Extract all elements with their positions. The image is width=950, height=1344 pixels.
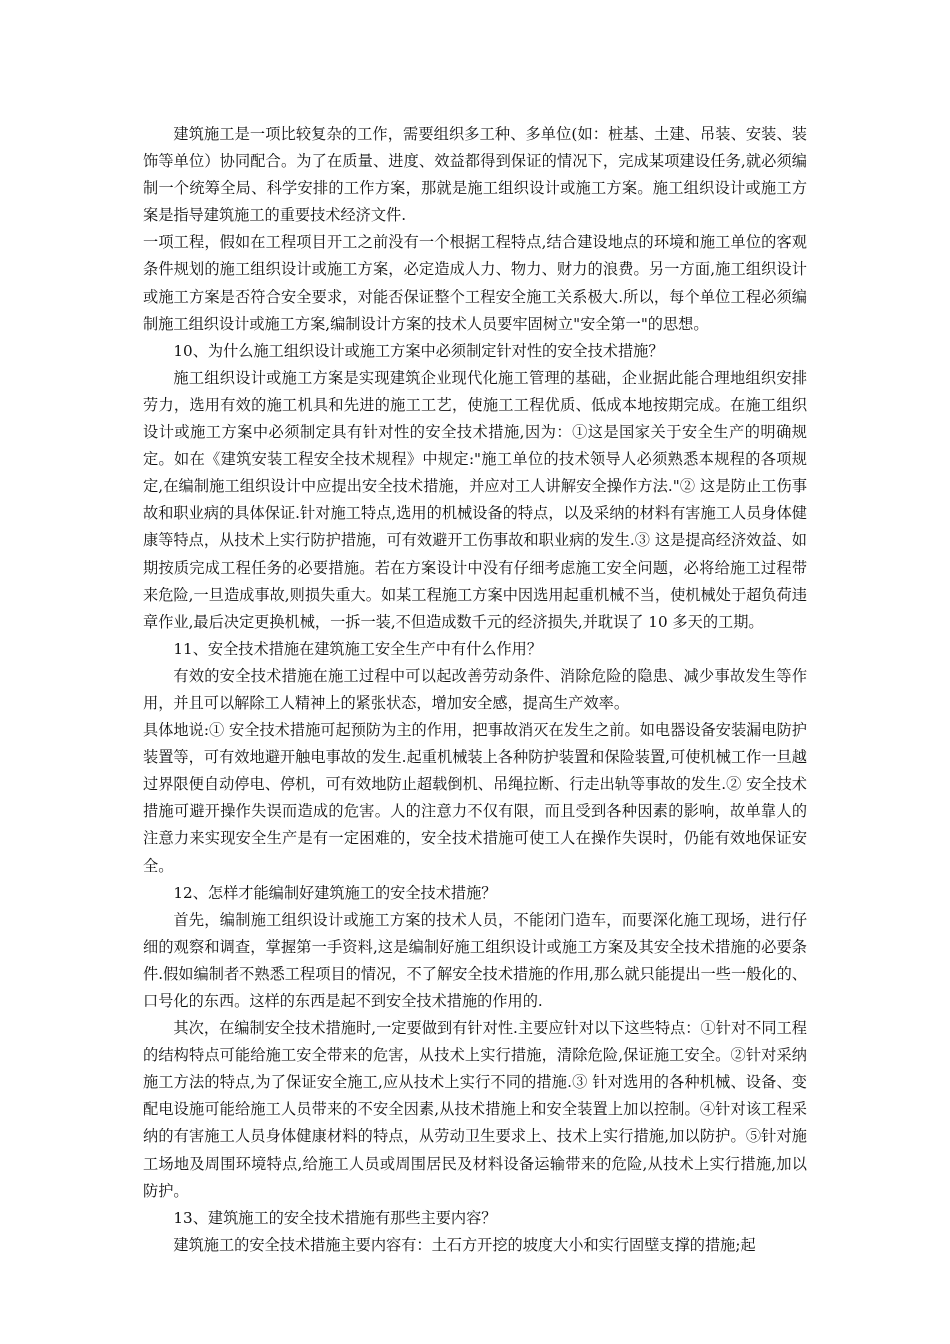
answer-10-paragraph: 施工组织设计或施工方案是实现建筑企业现代化施工管理的基础，企业据此能合理地组织安排劳力，选用有效的施工机具和先进的施工工艺，使施工工程优质、低成本地按期完成。在施工组织设计或施工方案中必须制定具有针对性的安全技术措施,因为：①这是国家关于安全生产的明确规定。如在《建筑安装工程安全技术规程》中规定:"施工单位的技术领导人必须熟悉本规程的各项规定,在编制施工组织设计中应提出安全技术措施，并应对工人讲解安全操作方法."② 这是防止工伤事故和职业病的具体保证.针对施工特点,选用的机械设备的特点，以及采纳的材料有害施工人员身体健康等特点，从技术上实行防护措施，可有效避开工伤事故和职业病的发生.③ 这是提高经济效益、如期按质完成工程任务的必要措施。若在方案设计中没有仔细考虑施工安全问题，必将给施工过程带来危险,一旦造成事故,则损失重大。如某工程施工方案中因选用起重机械不当，使机械处于超负荷违章作业,最后决定更换机械，一拆一装,不但造成数千元的经济损失,并耽误了 10 多天的工期。 [143, 368, 807, 631]
question-12-heading: 12、怎样才能编制好建筑施工的安全技术措施？ [173, 883, 497, 902]
question-13-heading: 13、建筑施工的安全技术措施有那些主要内容？ [173, 1208, 497, 1227]
paragraph-intro: 建筑施工是一项比较复杂的工作，需要组织多工种、多单位(如：桩基、土建、吊装、安装、装饰等单位）协同配合。为了在质量、进度、效益都得到保证的情况下，完成某项建设任务,就必须编制一个统筹全局、科学安排的工作方案，那就是施工组织设计或施工方案。施工组织设计或施工方案是指导建筑施工的重要技术经济文件. [143, 125, 807, 225]
question-10-heading: 10、为什么施工组织设计或施工方案中必须制定针对性的安全技术措施？ [173, 341, 664, 360]
question-11-heading: 11、安全技术措施在建筑施工安全生产中有什么作用？ [173, 639, 543, 658]
answer-12-first-paragraph: 首先，编制施工组织设计或施工方案的技术人员，不能闭门造车，而要深化施工现场，进行仔细的观察和调查，掌握第一手资料,这是编制好施工组织设计或施工方案及其安全技术措施的必要条件.假如编制者不熟悉工程项目的情况，不了解安全技术措施的作用,那么就只能提出一些一般化的、口号化的东西。这样的东西是起不到安全技术措施的作用的. [143, 910, 807, 1010]
answer-11-paragraph: 有效的安全技术措施在施工过程中可以起改善劳动条件、消除危险的隐患、减少事故发生等作用，并且可以解除工人精神上的紧张状态，增加安全感，提高生产效率。 [143, 666, 807, 712]
document-page [143, 121, 807, 1259]
paragraph-project-planning: 一项工程，假如在工程项目开工之前没有一个根据工程特点,结合建设地点的环境和施工单位的客观条件规划的施工组织设计或施工方案，必定造成人力、物力、财力的浪费。另一方面,施工组织设计或施工方案是否符合安全要求，对能否保证整个工程安全施工关系极大.所以，每个单位工程必须编制施工组织设计或施工方案,编制设计方案的技术人员要牢固树立"安全第一"的思想。 [143, 233, 807, 333]
answer-11-details-paragraph: 具体地说:① 安全技术措施可起预防为主的作用，把事故消灭在发生之前。如电器设备安装漏电防护装置等，可有效地避开触电事故的发生.起重机械装上各种防护装置和保险装置,可使机械工作一旦越过界限便自动停电、停机，可有效地防止超载倒机、吊绳拉断、行走出轨等事故的发生.② 安全技术措施可避开操作失误而造成的危害。人的注意力不仅有限，而且受到各种因素的影响，故单靠人的注意力来实现安全生产是有一定困难的，安全技术措施可使工人在操作失误时，仍能有效地保证安全。 [143, 721, 807, 875]
answer-12-second-paragraph: 其次，在编制安全技术措施时,一定要做到有针对性.主要应针对以下这些特点：①针对不同工程的结构特点可能给施工安全带来的危害，从技术上实行措施，清除危险,保证施工安全。②针对采纳施工方法的特点,为了保证安全施工,应从技术上实行不同的措施.③ 针对选用的各种机械、设备、变配电设施可能给施工人员带来的不安全因素,从技术措施上和安全装置上加以控制。④针对该工程采纳的有害施工人员身体健康材料的特点，从劳动卫生要求上、技术上实行措施,加以防护。⑤针对施工场地及周围环境特点,给施工人员或周围居民及材料设备运输带来的危险,从技术上实行措施,加以防护。 [143, 1019, 807, 1200]
answer-13-paragraph: 建筑施工的安全技术措施主要内容有：土石方开挖的坡度大小和实行固壁支撑的措施;起 [173, 1235, 756, 1254]
